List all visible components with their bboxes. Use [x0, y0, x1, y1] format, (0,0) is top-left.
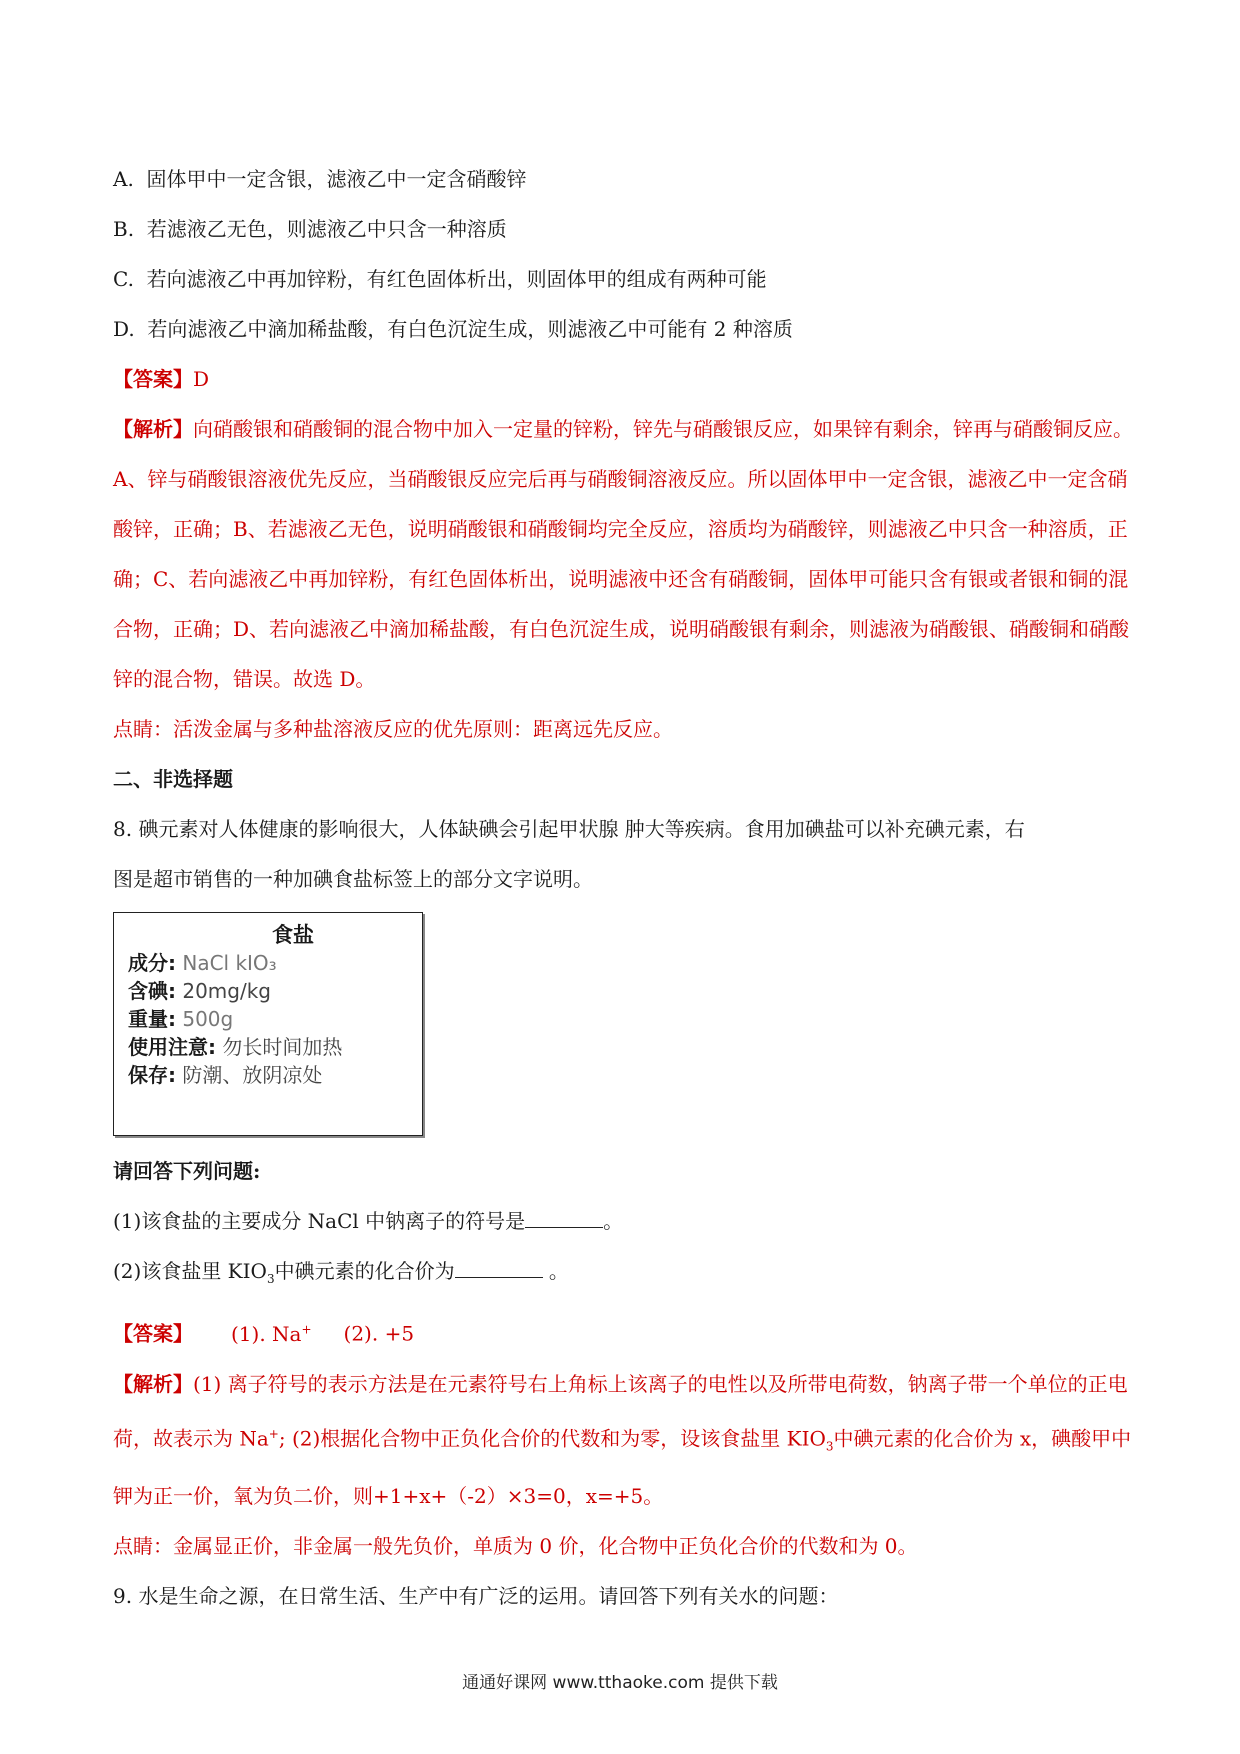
answer-tag: 【答案】: [113, 1321, 193, 1346]
q8-analysis: 【解析】(1) 离子符号的表示方法是在元素符号右上角标上该离子的电性以及所带电荷数，钠离子带一个单位的正电荷，故表示为 Na+; (2)根据化合物中正负化合价的代数和为零，设该食盐里 $KIO_3$中碘元素的化合价为 x，碘酸甲中钾为正一价，氧为负二价，则+1+x+（-2）×3=0，x=+5。: [113, 1371, 1132, 1509]
q7-tip: 点睛：活泼金属与多种盐溶液反应的优先原则：距离远先反应。: [113, 717, 673, 741]
analysis-tag: 【解析】: [113, 417, 193, 441]
answer-1: (1). Na+: [231, 1321, 312, 1346]
q8-stem-line1: 8. 碘元素对人体健康的影响很大，人体缺碘会引起甲状腺 肿大等疾病。食用加碘盐可以补充碘元素，右: [113, 817, 1025, 841]
q9-stem: 9. 水是生命之源，在日常生活、生产中有广泛的运用。请回答下列有关水的问题：: [113, 1584, 839, 1609]
section-title: 二、非选择题: [113, 767, 233, 791]
label-row: 含碘: 20mg/kg: [128, 979, 272, 1003]
option-b: B. 若滤液乙无色，则滤液乙中只含一种溶质: [113, 217, 507, 241]
document-page: [113, 154, 1133, 1621]
q8-stem-line2: 图是超市销售的一种加碘食盐标签上的部分文字说明。: [113, 867, 593, 891]
option-c: C. 若向滤液乙中再加锌粉，有红色固体析出，则固体甲的组成有两种可能: [113, 267, 767, 291]
q7-answer: [113, 354, 1133, 404]
analysis-tag: 【解析】: [113, 1371, 193, 1396]
q8-answer: [113, 1304, 1133, 1359]
option-d: D. 若向滤液乙中滴加稀盐酸，有白色沉淀生成，则滤液乙中可能有 2 种溶质: [113, 317, 793, 341]
answer-2: (2). +5: [343, 1321, 415, 1346]
answer-tag: 【答案】: [113, 367, 193, 391]
q8-prompt: 请回答下列问题:: [113, 1159, 261, 1183]
label-row: 重量: 500g: [128, 1007, 234, 1031]
label-title: 食盐: [272, 923, 314, 947]
footer-text: 通通好课网 www.tthaoke.com 提供下载: [462, 1673, 778, 1693]
q8-tip: 点睛：金属显正价，非金属一般先负价，单质为 0 价，化合物中正负化合价的代数和为 0。: [113, 1534, 918, 1559]
salt-label-image: [113, 912, 423, 1136]
answer-blank[interactable]: [455, 1257, 543, 1278]
label-row: 成分: NaCl kIO₃: [128, 951, 277, 975]
label-row: 使用注意: 勿长时间加热: [128, 1035, 343, 1059]
q8-sub2: (2)该食盐里 $KIO_3$中碘元素的化合价为 。: [113, 1259, 569, 1286]
option-a: A. 固体甲中一定含银，滤液乙中一定含硝酸锌: [113, 167, 527, 191]
analysis-text: 向硝酸银和硝酸铜的混合物中加入一定量的锌粉，锌先与硝酸银反应，如果锌有剩余，锌再与硝酸铜反应。A、锌与硝酸银溶液优先反应，当硝酸银反应完后再与硝酸铜溶液反应。所以固体甲中一定含银，滤液乙中一定含硝酸锌，正确；B、若滤液乙无色，说明硝酸银和硝酸铜均完全反应，溶质均为硝酸锌，则滤液乙中只含一种溶质，正确；C、若向滤液乙中再加锌粉，有红色固体析出，说明滤液中还含有硝酸铜，固体甲可能只含有银或者银和铜的混合物，正确；D、若向滤液乙中滴加稀盐酸，有白色沉淀生成，说明硝酸银有剩余，则滤液为硝酸银、硝酸铜和硝酸锌的混合物，错误。故选 D。: [113, 417, 1133, 691]
answer-value: D: [193, 367, 210, 391]
q7-analysis: [113, 404, 1133, 704]
label-row: 保存: 防潮、放阴凉处: [128, 1063, 323, 1087]
q8-sub1: (1)该食盐的主要成分 NaCl 中钠离子的符号是 。: [113, 1209, 624, 1233]
answer-blank[interactable]: [525, 1207, 603, 1228]
